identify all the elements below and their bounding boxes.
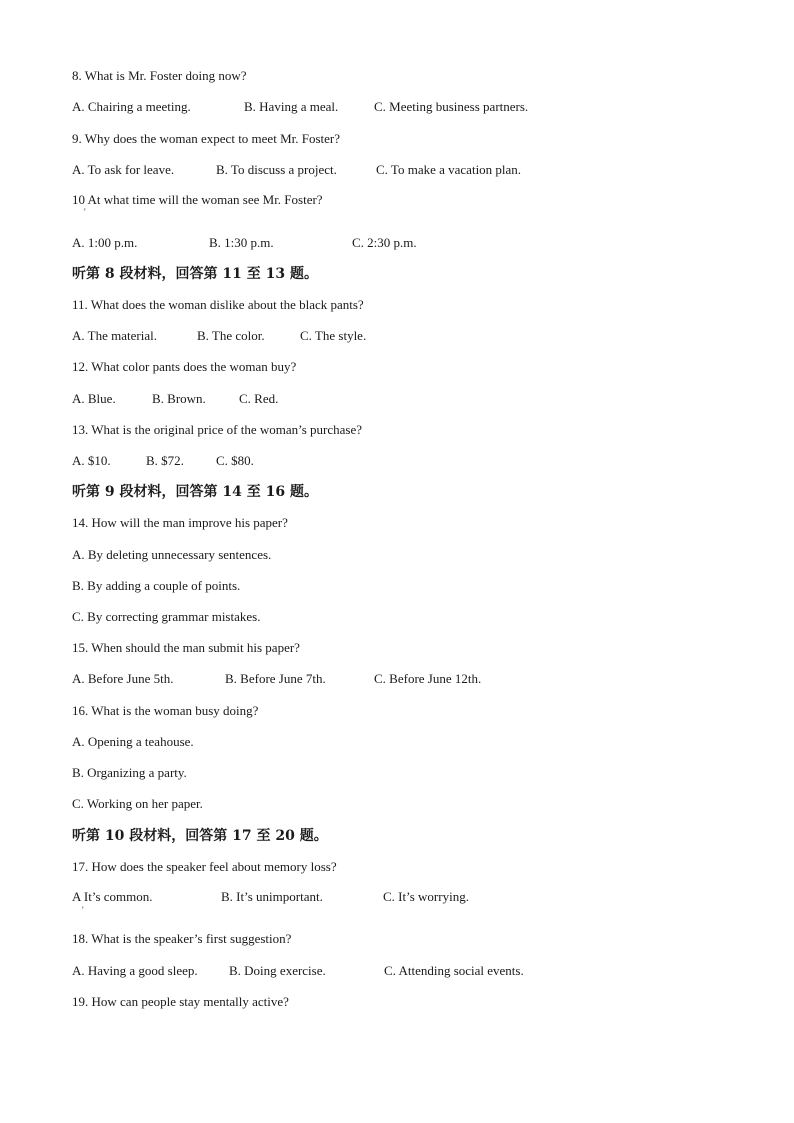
option-c: C. By correcting grammar mistakes. [72,609,261,624]
option-c: C. To make a vacation plan. [376,162,522,177]
option-b: B. Organizing a party. [72,765,187,780]
option-b: B. Having a meal. [244,99,339,114]
option-b: B. Before June 7th. [225,671,326,686]
question-19: 19. How can people stay mentally active? [72,994,289,1009]
option-a: A. 1:00 p.m. [72,235,138,250]
option-a: A. To ask for leave. [72,162,175,177]
option-b: B. Doing exercise. [229,963,326,978]
option-a: A. Blue. [72,391,116,406]
question-16: 16. What is the woman busy doing? [72,703,259,718]
option-a: A. $10. [72,453,111,468]
option-b: B. The color. [197,328,265,343]
option-c: C. Meeting business partners. [374,99,529,114]
option-b: B. It’s unimportant. [221,889,323,904]
option-c: C. $80. [216,453,254,468]
option-c: C. Red. [239,391,279,406]
option-c: C. Before June 12th. [374,671,482,686]
option-a: A. Before June 5th. [72,671,174,686]
option-c: C. Attending social events. [384,963,524,978]
stray-mark: ' [82,905,84,915]
option-b: B. Brown. [152,391,206,406]
question-14: 14. How will the man improve his paper? [72,515,288,530]
option-a: A. Opening a teahouse. [72,734,194,749]
question-12: 12. What color pants does the woman buy? [72,359,297,374]
question-9: 9. Why does the woman expect to meet Mr. Foster? [72,131,341,146]
option-c: C. It’s worrying. [383,889,469,904]
option-a: A It’s common. [72,889,153,904]
option-b: B. To discuss a project. [216,162,337,177]
option-a: A. By deleting unnecessary sentences. [72,547,272,562]
section-heading-9: 听第 9 段材料，回答第 14 至 16 题。 [72,484,318,500]
option-a: A. Chairing a meeting. [72,99,191,114]
section-heading-8: 听第 8 段材料，回答第 11 至 13 题。 [72,266,318,282]
option-a: A. The material. [72,328,157,343]
question-13: 13. What is the original price of the woman’s purchase? [72,422,363,437]
option-b: B. By adding a couple of points. [72,578,241,593]
stray-mark: ' [84,207,86,217]
option-b: B. $72. [146,453,184,468]
section-heading-10: 听第 10 段材料，回答第 17 至 20 题。 [72,828,328,844]
option-a: A. Having a good sleep. [72,963,198,978]
option-c: C. The style. [300,328,367,343]
question-8: 8. What is Mr. Foster doing now? [72,68,247,83]
option-b: B. 1:30 p.m. [209,235,274,250]
option-c: C. 2:30 p.m. [352,235,417,250]
option-c: C. Working on her paper. [72,796,203,811]
question-15: 15. When should the man submit his paper? [72,640,300,655]
question-11: 11. What does the woman dislike about the black pants? [72,297,364,312]
question-17: 17. How does the speaker feel about memory loss? [72,859,337,874]
question-18: 18. What is the speaker’s first suggestion? [72,931,292,946]
question-10: 10 At what time will the woman see Mr. Foster? [72,192,323,207]
